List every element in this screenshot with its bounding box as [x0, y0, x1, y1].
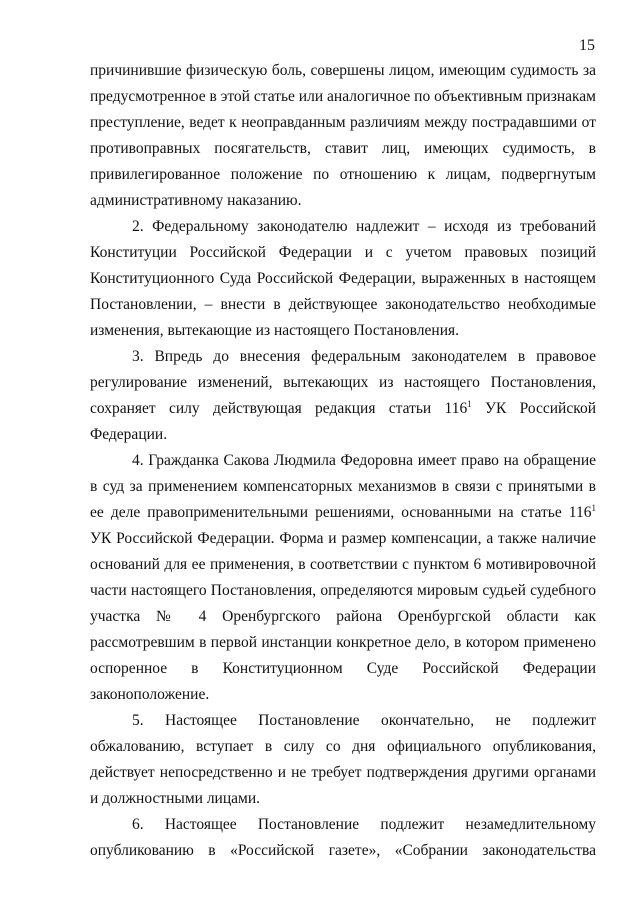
paragraph-item-3-text-end: УК Российской Федерации. [90, 400, 596, 443]
paragraph-item-4-text: 4. Гражданка Сакова Людмила Федоровна имеет право на обращение в суд за применением компенсаторных механизмов в связи с принятыми в ее деле правоприменительными решениями, основанными на статье 116 [90, 452, 596, 521]
paragraph-item-4-text-end: УК Российской Федерации. Форма и размер компенсации, а также наличие оснований для ее применения, в соответствии с пунктом 6 мотивировочной части настоящего Постановления, определяются мировым судьей судебного участка № 4 Оренбургского района Оренбургской области как рассмотревшим в первой инстанции конкретное дело, в котором применено оспоренное в Конституционном Суде Российской Федерации законоположение. [90, 530, 596, 703]
paragraph-item-4 [90, 448, 596, 708]
article-superscript: 1 [591, 503, 596, 513]
document-body [90, 58, 596, 864]
page-number: 15 [579, 37, 595, 54]
paragraph-item-2: 2. Федеральному законодателю надлежит – исходя из требований Конституции Российской Федерации и с учетом правовых позиций Конституционного Суда Российской Федерации, выраженных в настоящем Постановлении, – внести в действующее законодательство необходимые изменения, вытекающие из настоящего Постановления. [90, 218, 596, 339]
paragraph-item-5: 5. Настоящее Постановление окончательно, не подлежит обжалованию, вступает в силу со дня официального опубликования, действует непосредственно и не требует подтверждения другими органами и должностными лицами. [90, 712, 596, 807]
article-superscript: 1 [467, 399, 472, 409]
paragraph-continuation: причинившие физическую боль, совершены лицом, имеющим судимость за предусмотренное в этой статье или аналогичное по объективным признакам преступление, ведет к неоправданным различиям между пострадавшими от противоправных посягательств, ставит лиц, имеющих судимость, в привилегированное положение по отношению к лицам, подвергнутым административному наказанию. [90, 62, 596, 209]
paragraph-item-6: 6. Настоящее Постановление подлежит незамедлительному опубликованию в «Российской газете», «Собрании законодательства [90, 816, 596, 859]
paragraph-item-3-text: 3. Впредь до внесения федеральным законодателем в правовое регулирование изменений, вытекающих из настоящего Постановления, сохраняет силу действующая редакция статьи 116 [90, 348, 596, 417]
paragraph-item-3 [90, 344, 596, 448]
